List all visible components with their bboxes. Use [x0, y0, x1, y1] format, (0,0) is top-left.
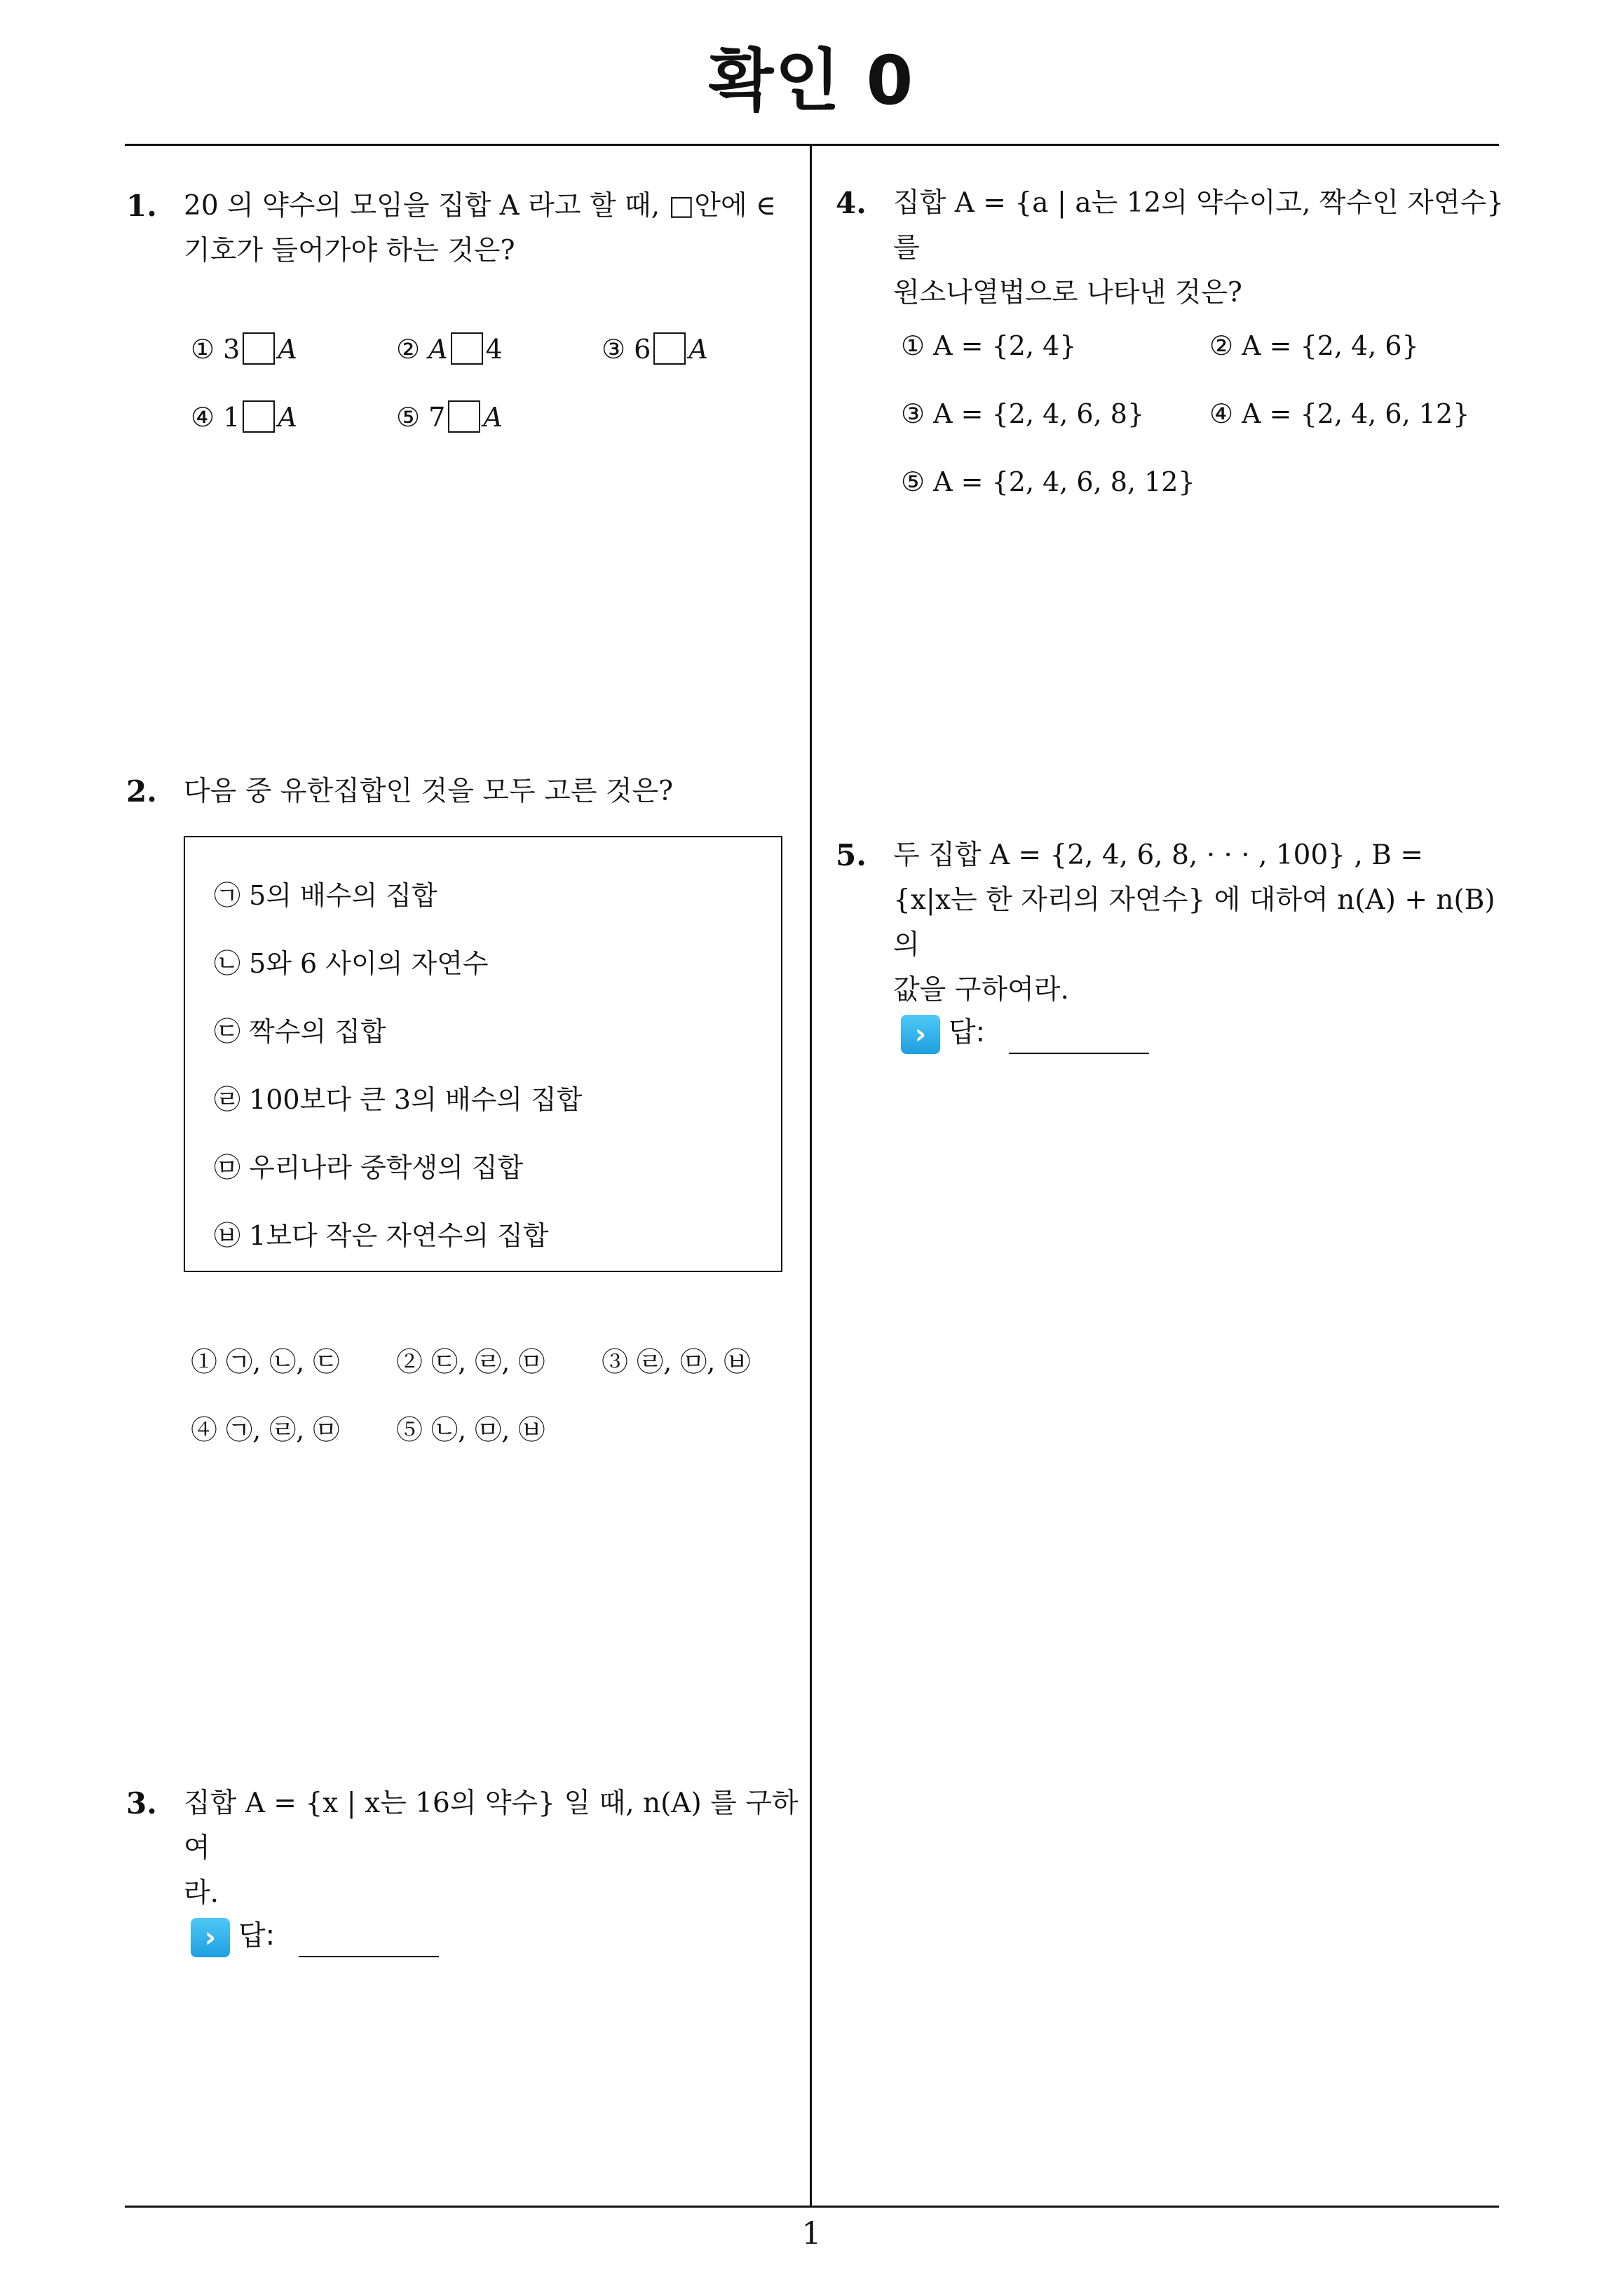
option-right: A: [278, 334, 297, 365]
option-left: 7: [428, 402, 446, 433]
option-right: A: [688, 334, 708, 365]
condition-item: ㉥ 1보다 작은 자연수의 집합: [214, 1220, 549, 1251]
answer-row: [191, 1913, 439, 1957]
answer-field[interactable]: [299, 1928, 439, 1957]
question-number: 5.: [836, 838, 867, 872]
answer-label: 답:: [238, 1919, 276, 1952]
header-divider: [125, 144, 1499, 146]
blank-box: [451, 332, 483, 365]
condition-item: ㉣ 100보다 큰 3의 배수의 집합: [214, 1084, 583, 1115]
question-text-line: 집합 A = {a | a는 12의 약수이고, 짝수인 자연수}를: [893, 187, 1505, 264]
question-text-line: 두 집합 A = {2, 4, 6, 8, · · · , 100} , B =: [893, 839, 1424, 871]
option[interactable]: ⑤ ㉡, ㉤, ㉥: [396, 1414, 545, 1445]
condition-item: ㉡ 5와 6 사이의 자연수: [214, 948, 489, 979]
page-title: 확인 0: [708, 41, 915, 120]
question-number: 1.: [126, 189, 157, 223]
blank-box: [448, 400, 480, 433]
option[interactable]: ③ ㉣, ㉤, ㉥: [602, 1346, 751, 1377]
option[interactable]: [396, 396, 503, 438]
option[interactable]: ③ A = {2, 4, 6, 8}: [901, 398, 1145, 429]
option-left: A: [428, 334, 448, 365]
option-marker: ②: [396, 334, 421, 365]
question-number: 2.: [126, 774, 157, 809]
question-number: 3.: [126, 1786, 157, 1821]
option[interactable]: [602, 328, 708, 370]
option[interactable]: [191, 396, 297, 438]
chevron-right-icon: ›: [191, 1918, 230, 1957]
question-text: [184, 184, 799, 274]
condition-item: ㉤ 우리나라 중학생의 집합: [214, 1152, 524, 1183]
option[interactable]: [191, 328, 297, 370]
option-left: 3: [223, 334, 240, 365]
option-left: 6: [634, 334, 651, 365]
question-text-line: 집합 A = {x | x는 16의 약수} 일 때, n(A) 를 구하여: [184, 1788, 799, 1864]
question-4: [836, 181, 1509, 309]
option-right: 4: [485, 334, 503, 365]
blank-box: [243, 332, 275, 365]
option[interactable]: ② A = {2, 4, 6}: [1209, 330, 1419, 361]
option[interactable]: ⑤ A = {2, 4, 6, 8, 12}: [901, 466, 1195, 497]
condition-item: ㉢ 짝수의 집합: [214, 1016, 386, 1047]
question-text-line: 20 의 약수의 모임을 집합 A 라고 할 때, □안에 ∈: [184, 190, 776, 222]
option[interactable]: ① ㉠, ㉡, ㉢: [191, 1346, 340, 1377]
question-text: 다음 중 유한집합인 것을 모두 고른 것은?: [184, 776, 674, 807]
option-left: 1: [223, 402, 240, 433]
question-text: [893, 181, 1509, 316]
question-text-line: 원소나열법으로 나타낸 것은?: [893, 277, 1242, 309]
question-1: [126, 184, 799, 282]
chevron-right-icon: ›: [901, 1015, 940, 1054]
option-marker: ⑤: [396, 402, 421, 433]
question-3: [126, 1781, 799, 1909]
footer-divider: [125, 2206, 1499, 2208]
question-number: 4.: [836, 186, 867, 220]
option-marker: ④: [191, 402, 215, 433]
question-text-line: {x|x는 한 자리의 자연수} 에 대하여 n(A) + n(B) 의: [893, 884, 1495, 961]
question-text-line: 값을 구하여라.: [893, 974, 1069, 1006]
blank-box: [653, 332, 686, 365]
answer-row: [901, 1010, 1149, 1054]
question-2: [126, 769, 799, 818]
option[interactable]: ② ㉢, ㉣, ㉤: [396, 1346, 545, 1377]
answer-label: 답:: [949, 1016, 986, 1048]
question-5: [836, 833, 1509, 1006]
option-right: A: [483, 402, 503, 433]
option[interactable]: ④ A = {2, 4, 6, 12}: [1209, 398, 1470, 429]
page-number: 1: [801, 2216, 822, 2252]
blank-box: [243, 400, 275, 433]
option[interactable]: [396, 328, 503, 370]
question-text-line: 라.: [184, 1877, 219, 1909]
column-divider: [810, 145, 812, 2206]
option-marker: ③: [602, 334, 626, 365]
condition-item: ㉠ 5의 배수의 집합: [214, 880, 437, 911]
option-right: A: [278, 402, 297, 433]
question-text: [893, 833, 1509, 1013]
option[interactable]: ④ ㉠, ㉣, ㉤: [191, 1414, 340, 1445]
option-marker: ①: [191, 334, 215, 365]
question-text: [184, 1781, 799, 1916]
option[interactable]: ① A = {2, 4}: [901, 330, 1077, 361]
question-text-line: 기호가 들어가야 하는 것은?: [184, 235, 515, 266]
answer-field[interactable]: [1009, 1025, 1149, 1054]
